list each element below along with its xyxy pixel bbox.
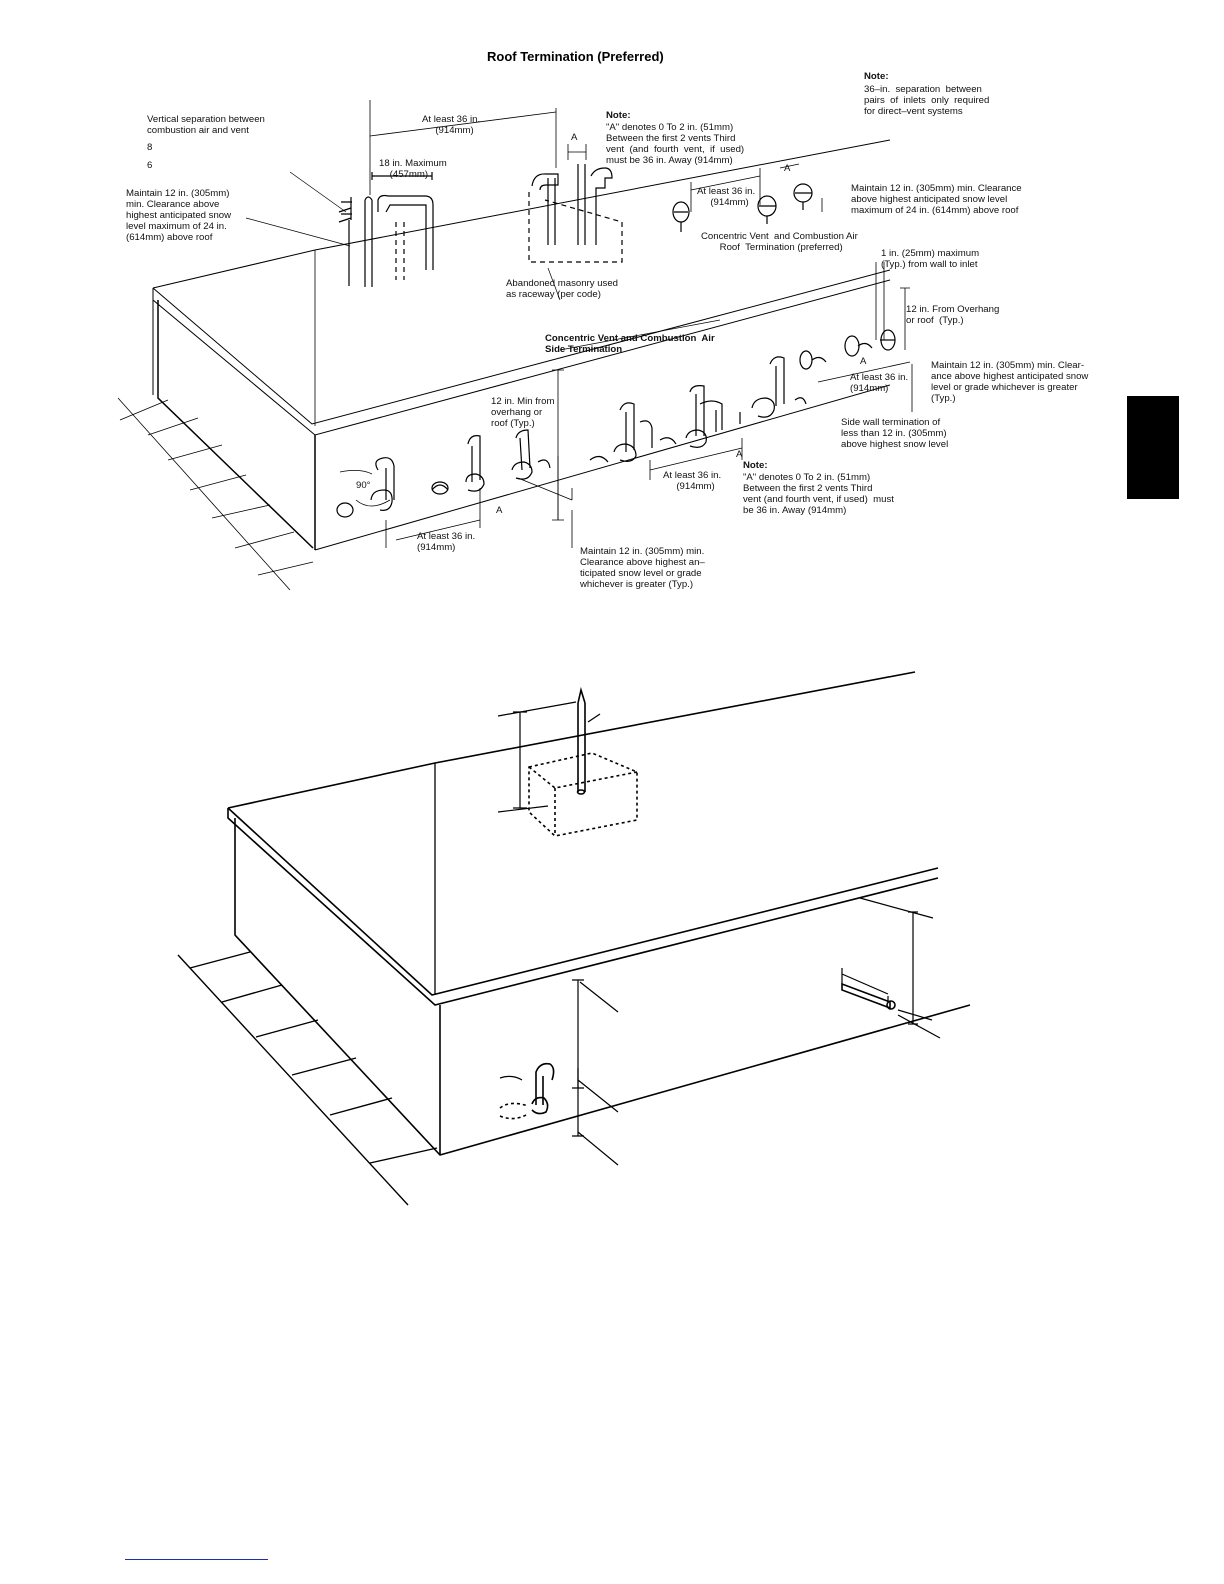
maintain-concentric-label: Maintain 12 in. (305mm) min. Clearance above highest anticipated snow level maximum of 24 in. (614mm) above roof <box>851 183 1022 216</box>
maintain-side-right-label: Maintain 12 in. (305mm) min. Clear- ance above highest anticipated snow level or grade whichever is greater (Typ.) <box>931 360 1089 404</box>
number-6: 6 <box>147 160 153 171</box>
concentric-roof-label: Concentric Vent and Combustion Air Roof Termination (preferred) <box>701 231 858 253</box>
note-a-bottom-text: "A" denotes 0 To 2 in. (51mm) Between the first 2 vents Third vent (and fourth vent, if used) must be 36 in. Away (914mm) <box>743 472 894 516</box>
twelve-from-overhang-label: 12 in. From Overhang or roof (Typ.) <box>906 304 1000 326</box>
note-a-bottom-heading: Note: <box>743 460 768 471</box>
maintain-bottom-label: Maintain 12 in. (305mm) min. Clearance above highest an– ticipated snow level or grade whichever is greater (Typ.) <box>580 546 705 590</box>
note-right-heading: Note: <box>864 71 889 82</box>
note-right-text: 36–in. separation between pairs of inlets only required for direct–vent systems <box>864 84 990 117</box>
vertical-separation-label: Vertical separation between combustion air and vent <box>147 114 265 136</box>
max-18-label: 18 in. Maximum (457mm) <box>379 158 447 180</box>
a-mark-side-left: A <box>496 505 503 516</box>
at-least-36-concentric-label: At least 36 in. (914mm) <box>697 186 756 208</box>
side-wall-termination-label: Side wall termination of less than 12 in. (305mm) above highest snow level <box>841 417 949 450</box>
ninety-degree-label: 90° <box>356 480 371 491</box>
at-least-36-top-label: At least 36 in. (914mm) <box>422 114 481 136</box>
number-8: 8 <box>147 142 153 153</box>
note-a-top-text: "A" denotes 0 To 2 in. (51mm) Between the first 2 vents Third vent (and fourth vent, if used) must be 36 in. Away (914mm) <box>606 122 745 166</box>
diagram-title: Roof Termination (Preferred) <box>487 49 664 64</box>
bottom-side-vents <box>500 912 940 1165</box>
bottom-roof-chase <box>498 690 637 836</box>
a-mark-side-right: A <box>860 356 867 367</box>
a-mark-concentric: A <box>784 163 791 174</box>
at-least-36-side-mid-label: At least 36 in. (914mm) <box>663 470 722 492</box>
maintain-roof-left-label: Maintain 12 in. (305mm) min. Clearance above highest anticipated snow level maximum of 24 in. (614mm) above roof <box>126 188 232 243</box>
a-mark-top: A <box>571 132 578 143</box>
twelve-min-overhang-label: 12 in. Min from overhang or roof (Typ.) <box>491 396 555 429</box>
bottom-building-outline <box>228 672 970 1155</box>
concentric-side-label: Concentric Vent and Combustion Air Side Termination <box>545 333 715 355</box>
abandoned-masonry-label: Abandoned masonry used as raceway (per code) <box>506 278 619 300</box>
a-mark-side-mid: A <box>736 449 743 460</box>
bottom-ground-grid <box>178 952 437 1205</box>
footer-rule <box>125 1559 268 1560</box>
at-least-36-side-left-label: At least 36 in. (914mm) <box>417 531 476 553</box>
one-inch-max-label: 1 in. (25mm) maximum (Typ.) from wall to inlet <box>881 248 980 270</box>
note-a-top-heading: Note: <box>606 110 631 121</box>
at-least-36-side-right-label: At least 36 in. (914mm) <box>850 372 909 394</box>
section-tab-marker <box>1127 396 1179 499</box>
